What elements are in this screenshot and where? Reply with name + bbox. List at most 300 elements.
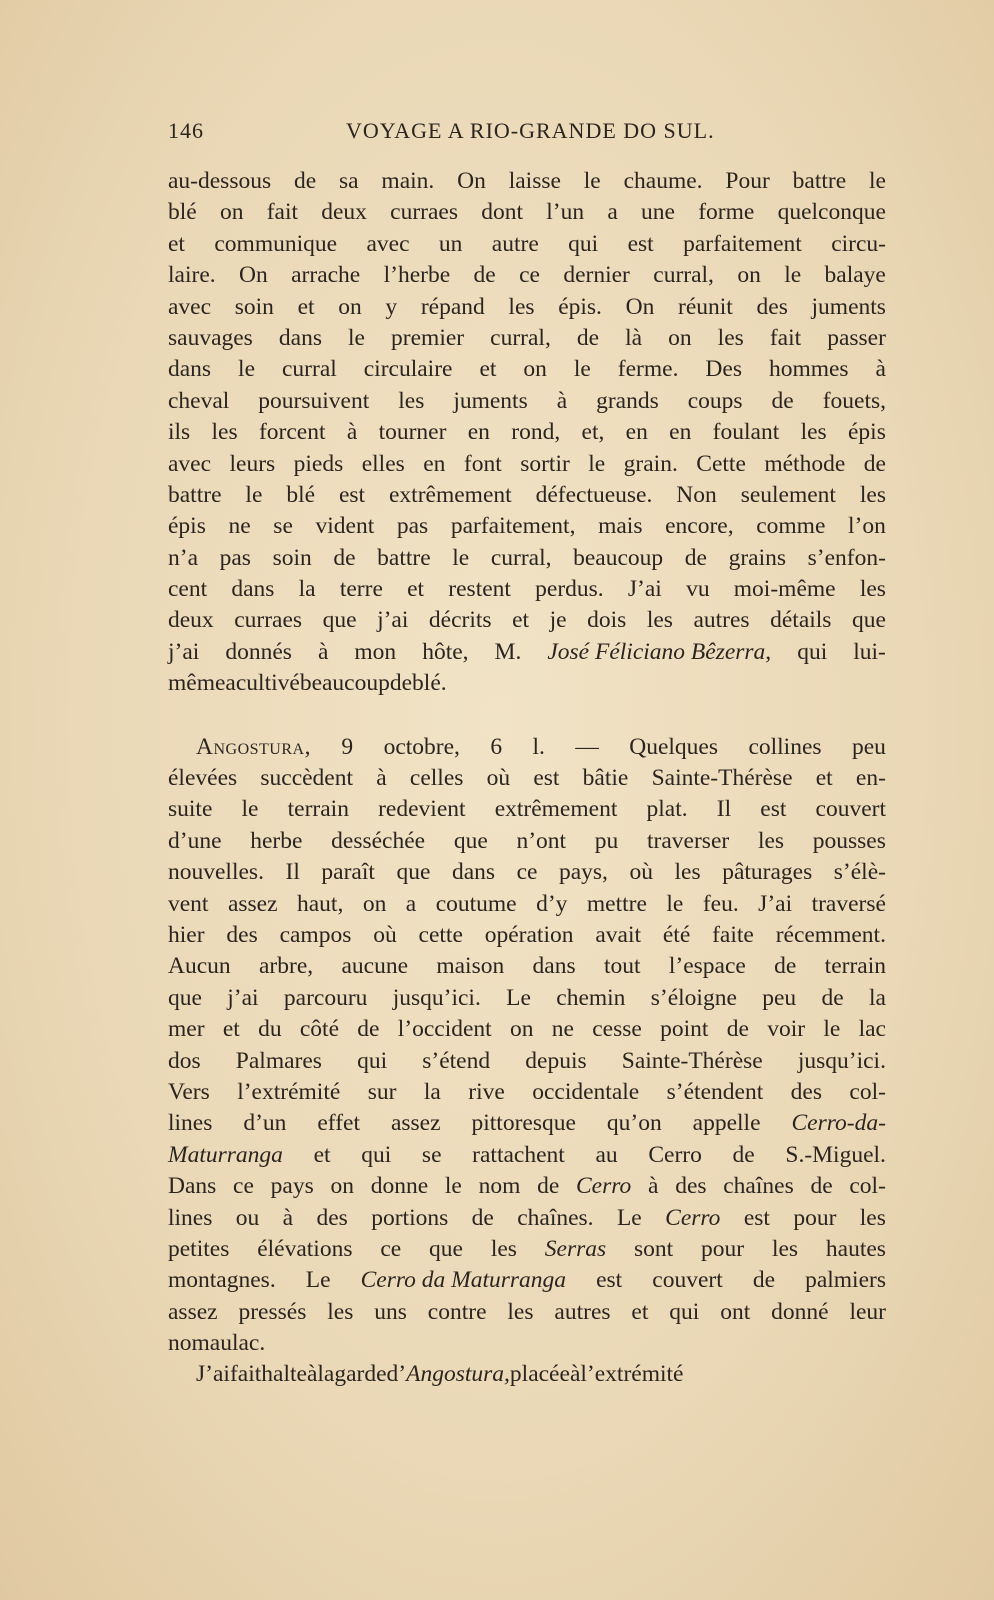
word: Pour xyxy=(725,168,770,194)
text-line xyxy=(168,920,886,951)
word: Sainte-Thérèse xyxy=(621,1047,763,1074)
word: on xyxy=(338,293,362,320)
text-line xyxy=(168,1203,886,1234)
word: d’y xyxy=(536,890,568,917)
word: curral, xyxy=(653,262,714,289)
word: l’extrémité xyxy=(580,1361,684,1388)
word: laire. xyxy=(168,262,216,289)
word: Des xyxy=(705,356,742,383)
text-line xyxy=(168,1297,886,1328)
word: en xyxy=(423,450,446,477)
word: desséchée xyxy=(331,827,426,854)
word: pittoresque xyxy=(471,1110,576,1137)
word: assez xyxy=(227,890,278,917)
word: parfaitement, xyxy=(450,513,576,540)
word: coutume xyxy=(435,890,517,917)
text-line xyxy=(168,1108,886,1139)
word: traversé xyxy=(811,890,886,917)
word: placée xyxy=(509,1361,570,1388)
word: sauvages xyxy=(168,324,253,351)
word: cultivé xyxy=(235,670,300,697)
word: ils xyxy=(168,419,191,446)
word: les xyxy=(859,1204,886,1231)
word: rond, xyxy=(511,419,561,446)
word: à xyxy=(282,1204,294,1231)
text-line xyxy=(168,292,886,323)
word: — xyxy=(575,733,599,760)
word: foulant xyxy=(712,419,780,446)
text-line xyxy=(168,1140,886,1171)
word: des xyxy=(790,1078,822,1105)
word: J’ai xyxy=(627,576,662,603)
word: qui xyxy=(357,1047,388,1074)
word: terre xyxy=(339,576,383,603)
word: élévations xyxy=(257,1235,353,1262)
word: de xyxy=(810,1173,833,1200)
word: que xyxy=(429,1235,463,1262)
text-line xyxy=(168,857,886,888)
word: dans xyxy=(231,576,275,603)
word: dernier xyxy=(563,262,630,289)
word: et xyxy=(313,1141,331,1168)
word: 9 xyxy=(341,733,354,760)
word: main. xyxy=(381,168,435,194)
word: pu xyxy=(594,827,619,854)
word: circu- xyxy=(831,230,886,257)
word: feu. xyxy=(702,890,739,917)
word: est xyxy=(596,1267,623,1294)
word: même xyxy=(168,670,226,697)
word: rattachent xyxy=(472,1141,565,1168)
word: est xyxy=(533,765,560,792)
word: cent xyxy=(168,576,208,603)
word: curral, xyxy=(490,544,552,571)
text-line xyxy=(168,605,886,636)
word: fait xyxy=(266,199,299,226)
word: et xyxy=(631,1298,649,1325)
text-line xyxy=(168,1265,886,1296)
word: les xyxy=(859,576,886,603)
word: Le xyxy=(506,984,531,1011)
word: Cerro xyxy=(665,1204,721,1231)
text-line xyxy=(168,1171,886,1202)
word: Cerro xyxy=(576,1173,632,1200)
word: garde xyxy=(334,1361,387,1388)
word: l. xyxy=(532,733,545,760)
word: aucune xyxy=(341,953,408,980)
word: deux xyxy=(321,199,367,226)
word: de xyxy=(357,1016,380,1043)
word: col- xyxy=(849,1173,886,1200)
word: pousses xyxy=(812,827,886,854)
word: hautes xyxy=(825,1235,886,1262)
word: vent xyxy=(168,890,209,917)
text-line xyxy=(168,1234,886,1265)
word: ne xyxy=(228,513,251,540)
word: le xyxy=(452,544,470,571)
word: épis xyxy=(168,513,206,540)
word: juments xyxy=(811,293,886,320)
word: herbe xyxy=(250,827,303,854)
word: le xyxy=(348,324,365,351)
word: on xyxy=(523,356,547,383)
word: de xyxy=(293,168,317,194)
word: de xyxy=(333,544,356,571)
word: 6 xyxy=(490,733,503,760)
page-number: 146 xyxy=(168,118,204,143)
word: maison xyxy=(436,953,505,980)
word: de xyxy=(389,670,413,697)
word: extrêmement xyxy=(388,481,512,508)
word: effet xyxy=(317,1110,360,1137)
word: à xyxy=(317,638,329,665)
word: campos xyxy=(279,921,352,948)
word: font xyxy=(463,450,502,477)
word: communique xyxy=(214,230,338,257)
word: des xyxy=(675,1173,707,1200)
word: les xyxy=(800,419,827,446)
word: Angostura, xyxy=(406,1361,510,1388)
word: les xyxy=(771,1235,799,1262)
word: le xyxy=(868,168,886,194)
word: vident xyxy=(315,513,375,540)
word: On xyxy=(457,168,486,194)
page-header xyxy=(168,118,888,148)
word: une xyxy=(641,199,675,226)
word: petites xyxy=(168,1235,230,1262)
word: j’ai xyxy=(227,984,259,1011)
word: les xyxy=(398,387,425,414)
word: Dans xyxy=(168,1173,217,1200)
word: curraes xyxy=(390,199,459,226)
word: suite xyxy=(168,796,213,823)
word: soin xyxy=(234,293,274,320)
word: hier xyxy=(168,921,205,948)
text-line xyxy=(168,480,886,511)
word: de xyxy=(576,324,600,351)
word: on xyxy=(330,1173,354,1200)
word: couvert xyxy=(652,1267,723,1294)
text-line xyxy=(168,1014,886,1045)
word: pour xyxy=(701,1235,745,1262)
word: n’ont xyxy=(516,827,567,854)
word: a xyxy=(405,890,417,917)
word: est xyxy=(743,1204,770,1231)
word: s’éloigne xyxy=(650,984,737,1011)
word: défectueuse. xyxy=(535,481,653,508)
word: de xyxy=(863,450,886,477)
word: à xyxy=(346,419,358,446)
word: Cette xyxy=(696,450,746,477)
word: l’extrémité xyxy=(237,1078,341,1105)
word: qui xyxy=(797,638,828,665)
word: nouvelles. xyxy=(168,859,264,886)
text-line xyxy=(168,543,886,574)
word: l’herbe xyxy=(383,262,451,289)
word: mais xyxy=(598,513,643,540)
word: et xyxy=(512,607,530,634)
word: l’un xyxy=(546,199,585,226)
word: récemment. xyxy=(775,921,886,948)
word: sont xyxy=(633,1235,674,1262)
word: les xyxy=(211,419,238,446)
word: que xyxy=(396,859,431,886)
word: tourner xyxy=(378,419,447,446)
word: pas xyxy=(219,544,251,571)
word: ferme. xyxy=(617,356,679,383)
word: arbre, xyxy=(258,953,314,980)
word: terrain xyxy=(824,953,886,980)
word: nom xyxy=(168,1330,210,1357)
word: pays, xyxy=(558,859,608,886)
text-line xyxy=(168,951,886,982)
word: pieds xyxy=(293,450,344,477)
word: point xyxy=(660,1016,709,1043)
text-line xyxy=(168,637,886,668)
word: avec xyxy=(168,293,212,320)
word: passer xyxy=(827,324,886,351)
word: grains xyxy=(728,544,787,571)
word: les xyxy=(508,293,535,320)
word: Maturranga xyxy=(168,1141,283,1168)
word: est xyxy=(338,481,366,508)
word: qui xyxy=(361,1141,392,1168)
word: s’étendent xyxy=(666,1078,764,1105)
word: curral, xyxy=(490,324,551,351)
text-line xyxy=(168,511,886,542)
body-text xyxy=(168,166,886,1391)
word: mer xyxy=(168,1016,205,1043)
text-line xyxy=(168,166,886,197)
word: battre xyxy=(168,481,222,508)
word: occidentale xyxy=(532,1078,640,1105)
word: les xyxy=(490,1235,517,1262)
word: Il xyxy=(285,859,300,886)
word: J’ai xyxy=(196,1361,230,1388)
word: celles xyxy=(409,765,464,792)
text-line xyxy=(168,574,886,605)
text-line xyxy=(168,1077,886,1108)
word: la xyxy=(317,1361,335,1388)
word: ce xyxy=(516,859,538,886)
word: au xyxy=(209,1330,232,1357)
word: à xyxy=(376,765,387,792)
word: les xyxy=(327,1298,354,1325)
word: cheval xyxy=(168,387,230,414)
word: Il xyxy=(716,796,732,823)
word: de xyxy=(774,953,797,980)
word: s’élè- xyxy=(833,859,886,886)
word: on xyxy=(219,199,244,226)
word: lac xyxy=(858,1016,886,1043)
word: depuis xyxy=(525,1047,587,1074)
word: à xyxy=(306,1361,318,1388)
word: seulement xyxy=(740,481,836,508)
word: sa xyxy=(339,168,359,194)
word: d’une xyxy=(168,827,222,854)
word: et xyxy=(297,293,315,320)
word: Le xyxy=(305,1267,331,1294)
word: et xyxy=(168,230,185,257)
word: au xyxy=(595,1141,618,1168)
word: les xyxy=(859,481,886,508)
word: dont xyxy=(481,199,524,226)
word: Quelques xyxy=(629,733,719,760)
word: s’enfon- xyxy=(807,544,886,571)
word: pâturages xyxy=(722,859,813,886)
paragraph xyxy=(168,1359,886,1390)
word: dans xyxy=(532,953,576,980)
word: leurs xyxy=(229,450,276,477)
word: comme xyxy=(756,513,826,540)
word: l’on xyxy=(848,513,886,540)
word: terrain xyxy=(287,796,349,823)
word: blé xyxy=(168,199,197,226)
word: grain. xyxy=(623,450,678,477)
word: autre xyxy=(491,230,539,257)
word: pays xyxy=(270,1173,314,1200)
word: Angostura, xyxy=(196,733,311,760)
word: le xyxy=(823,1016,841,1043)
word: les xyxy=(507,1298,534,1325)
word: succèdent xyxy=(260,765,354,792)
word: l’espace xyxy=(668,953,746,980)
word: soin xyxy=(272,544,312,571)
word: et xyxy=(222,1016,240,1043)
word: Sainte-Thérèse xyxy=(651,765,793,792)
word: on xyxy=(362,890,387,917)
word: Non xyxy=(676,481,717,508)
word: ce xyxy=(519,262,540,289)
word: Cerro xyxy=(648,1141,702,1168)
word: lines xyxy=(168,1110,213,1137)
word: chemin xyxy=(556,984,626,1011)
word: M. xyxy=(494,638,522,665)
word: en- xyxy=(855,765,886,792)
word: portions xyxy=(371,1204,449,1231)
word: circulaire xyxy=(363,356,453,383)
word: moi-même xyxy=(733,576,836,603)
word: fait xyxy=(229,1361,262,1388)
word: hôte, xyxy=(422,638,469,665)
word: à xyxy=(875,356,886,383)
word: ont xyxy=(720,1298,751,1325)
word: y xyxy=(385,293,398,320)
word: arrache xyxy=(291,262,361,289)
word: est xyxy=(627,230,654,257)
text-line xyxy=(168,1328,886,1359)
word: assez xyxy=(168,1298,218,1325)
word: Cerro-da- xyxy=(791,1110,886,1137)
word: donné xyxy=(771,1298,829,1325)
word: extrêmement xyxy=(494,796,618,823)
word: octobre, xyxy=(383,733,460,760)
word: et, xyxy=(581,419,605,446)
word: peu xyxy=(762,984,797,1011)
word: On xyxy=(239,262,268,289)
word: des xyxy=(756,293,788,320)
word: battre xyxy=(792,168,847,194)
word: lui- xyxy=(853,638,886,665)
word: que xyxy=(453,827,488,854)
text-line xyxy=(168,449,886,480)
word: chaume. xyxy=(623,168,703,194)
word: blé. xyxy=(412,670,447,697)
word: autres xyxy=(554,1298,611,1325)
paragraph xyxy=(168,166,886,700)
word: mettre xyxy=(586,890,647,917)
word: est xyxy=(760,796,787,823)
word: le xyxy=(588,450,606,477)
word: Aucun xyxy=(168,953,231,980)
word: le xyxy=(666,890,684,917)
word: pressés xyxy=(238,1298,307,1325)
word: le xyxy=(241,796,259,823)
text-line xyxy=(168,794,886,825)
word: sur xyxy=(367,1078,397,1105)
word: couvert xyxy=(815,796,886,823)
text-line xyxy=(168,229,886,260)
word: paraît xyxy=(321,859,375,886)
word: élevées xyxy=(168,765,238,792)
word: de xyxy=(473,262,496,289)
word: de xyxy=(752,1267,775,1294)
word: en xyxy=(467,419,490,446)
word: l’occident xyxy=(397,1016,492,1043)
word: à xyxy=(556,387,568,414)
word: avait xyxy=(595,921,642,948)
word: lines xyxy=(168,1204,213,1231)
word: du xyxy=(258,1016,282,1043)
word: cette xyxy=(418,921,463,948)
text-line xyxy=(168,1046,886,1077)
word: elles xyxy=(361,450,405,477)
word: un xyxy=(438,230,463,257)
word: nom xyxy=(478,1173,521,1200)
word: curral xyxy=(281,356,337,383)
word: ce xyxy=(233,1173,254,1200)
word: forcent xyxy=(258,419,326,446)
word: assez xyxy=(390,1110,441,1137)
word: répand xyxy=(420,293,485,320)
word: j’ai xyxy=(168,638,200,665)
text-line xyxy=(168,763,886,794)
word: au-dessous xyxy=(168,168,272,194)
word: haut, xyxy=(297,890,344,917)
word: halte xyxy=(261,1361,307,1388)
word: perdus. xyxy=(535,576,604,603)
paragraph-gap xyxy=(168,700,886,732)
word: les xyxy=(674,859,701,886)
text-line xyxy=(168,323,886,354)
paragraph xyxy=(168,732,886,1360)
word: pour xyxy=(793,1204,837,1231)
word: autres xyxy=(693,607,750,634)
text-line xyxy=(168,826,886,857)
word: à xyxy=(569,1361,581,1388)
word: la xyxy=(298,576,316,603)
word: palmiers xyxy=(805,1267,886,1294)
word: battre xyxy=(377,544,431,571)
word: été xyxy=(662,921,691,948)
word: tout xyxy=(603,953,641,980)
word: fouets, xyxy=(822,387,886,414)
word: encore, xyxy=(665,513,734,540)
word: en xyxy=(669,419,692,446)
word: méthode xyxy=(764,450,846,477)
text-line xyxy=(168,983,886,1014)
word: détails xyxy=(770,607,832,634)
